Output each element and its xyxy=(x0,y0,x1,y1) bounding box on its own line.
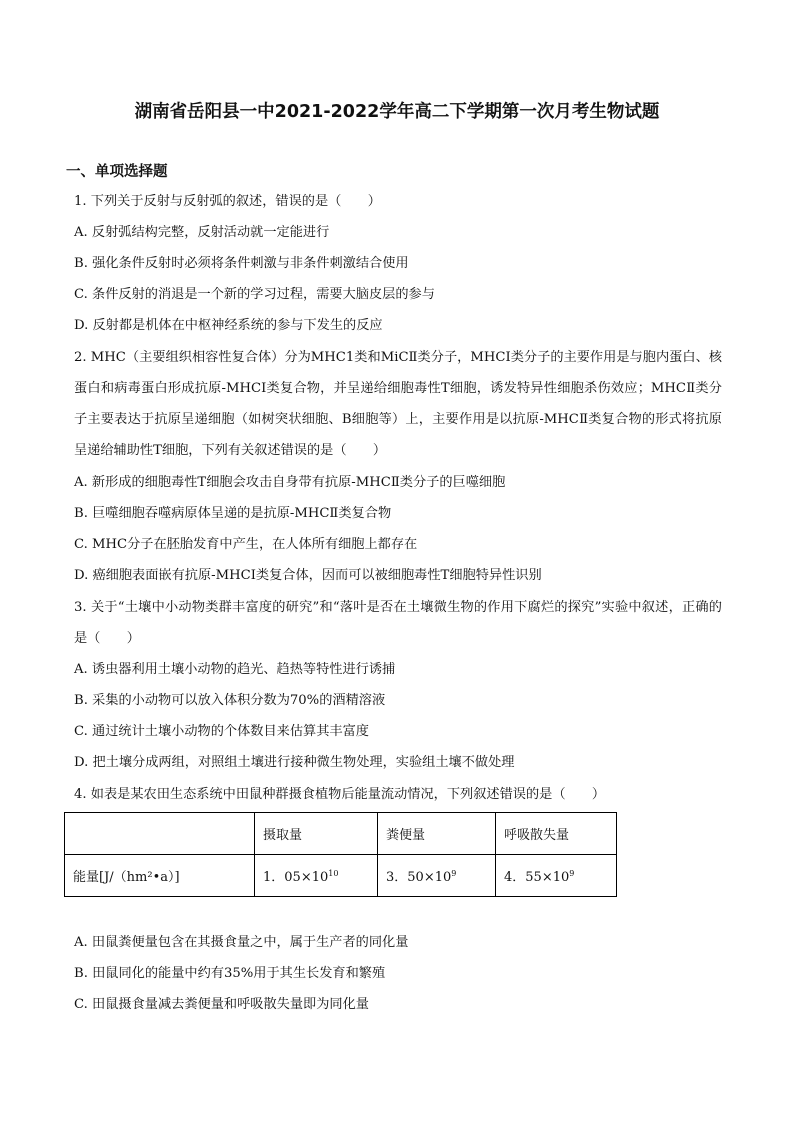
question-4-option-a: A. 田鼠粪便量包含在其摄食量之中，属于生产者的同化量 xyxy=(74,935,409,950)
table-cell xyxy=(496,855,617,897)
section-heading: 一、单项选择题 xyxy=(66,164,168,180)
table-header-row xyxy=(65,813,617,855)
question-1-option-d: D. 反射都是机体在中枢神经系统的参与下发生的反应 xyxy=(74,318,383,333)
table-cell xyxy=(378,855,496,897)
value-exponent: 10 xyxy=(328,869,339,878)
value-base: 1．05×10 xyxy=(263,870,329,885)
question-1-option-c: C. 条件反射的消退是一个新的学习过程，需要大脑皮层的参与 xyxy=(74,287,435,302)
table-row-label: 能量[J/（hm²•a）] xyxy=(65,855,255,897)
value-base: 3．50×10 xyxy=(386,870,452,885)
question-4-stem: 4. 如表是某农田生态系统中田鼠种群摄食植物后能量流动情况，下列叙述错误的是（ ） xyxy=(74,787,606,802)
value-exponent: 9 xyxy=(569,869,575,878)
question-3-stem: 3. 关于“土壤中小动物类群丰富度的研究”和“落叶是否在土壤微生物的作用下腐烂的探究”实验中叙述，正确的是（ ） xyxy=(74,600,722,646)
value-exponent: 9 xyxy=(451,869,457,878)
page-title: 湖南省岳阳县一中2021-2022学年高二下学期第一次月考生物试题 xyxy=(134,102,660,122)
question-2-option-b: B. 巨噬细胞吞噬病原体呈递的是抗原-MHCⅡ类复合物 xyxy=(74,506,392,521)
question-3-option-c: C. 通过统计土壤小动物的个体数目来估算其丰富度 xyxy=(74,724,369,739)
energy-flow-table xyxy=(64,812,617,897)
table-header-cell: 摄取量 xyxy=(255,813,378,855)
question-1-stem: 1. 下列关于反射与反射弧的叙述，错误的是（ ） xyxy=(74,194,381,209)
question-3-option-d: D. 把土壤分成两组，对照组土壤进行接种微生物处理，实验组土壤不做处理 xyxy=(74,755,515,770)
question-2-option-c: C. MHC分子在胚胎发育中产生，在人体所有细胞上都存在 xyxy=(74,537,418,552)
question-2-option-d: D. 癌细胞表面嵌有抗原-MHCI类复合体，因而可以被细胞毒性T细胞特异性识别 xyxy=(74,568,542,583)
question-2-stem: 2. MHC（主要组织相容性复合体）分为MHC1类和MiCⅡ类分子，MHCI类分子的主要作用是与胞内蛋白、核蛋白和病毒蛋白形成抗原-MHCI类复合物，并呈递给细胞毒性T细胞，诱发特异性细胞杀伤效应；MHCⅡ类分子主要表达于抗原呈递细胞（如树突状细胞、B细胞等）上，主要作用是以抗原-MHCⅡ类复合物的形式将抗原呈递给辅助性T细胞，下列有关叙述错误的是（ ） xyxy=(74,350,722,458)
question-4-option-c: C. 田鼠摄食量减去粪便量和呼吸散失量即为同化量 xyxy=(74,997,369,1012)
question-2-option-a: A. 新形成的细胞毒性T细胞会攻击自身带有抗原-MHCⅡ类分子的巨噬细胞 xyxy=(74,475,506,490)
question-1-option-b: B. 强化条件反射时必须将条件刺激与非条件刺激结合使用 xyxy=(74,256,409,271)
question-4-option-b: B. 田鼠同化的能量中约有35%用于其生长发育和繁殖 xyxy=(74,966,386,981)
question-3-option-a: A. 诱虫器利用土壤小动物的趋光、趋热等特性进行诱捕 xyxy=(74,662,396,677)
table-header-cell xyxy=(65,813,255,855)
table-header-cell: 呼吸散失量 xyxy=(496,813,617,855)
table-cell xyxy=(255,855,378,897)
value-base: 4．55×10 xyxy=(504,870,570,885)
question-1-option-a: A. 反射弧结构完整，反射活动就一定能进行 xyxy=(74,225,330,240)
table-header-cell: 粪便量 xyxy=(378,813,496,855)
question-3-option-b: B. 采集的小动物可以放入体积分数为70%的酒精溶液 xyxy=(74,693,386,708)
table-row xyxy=(65,855,617,897)
